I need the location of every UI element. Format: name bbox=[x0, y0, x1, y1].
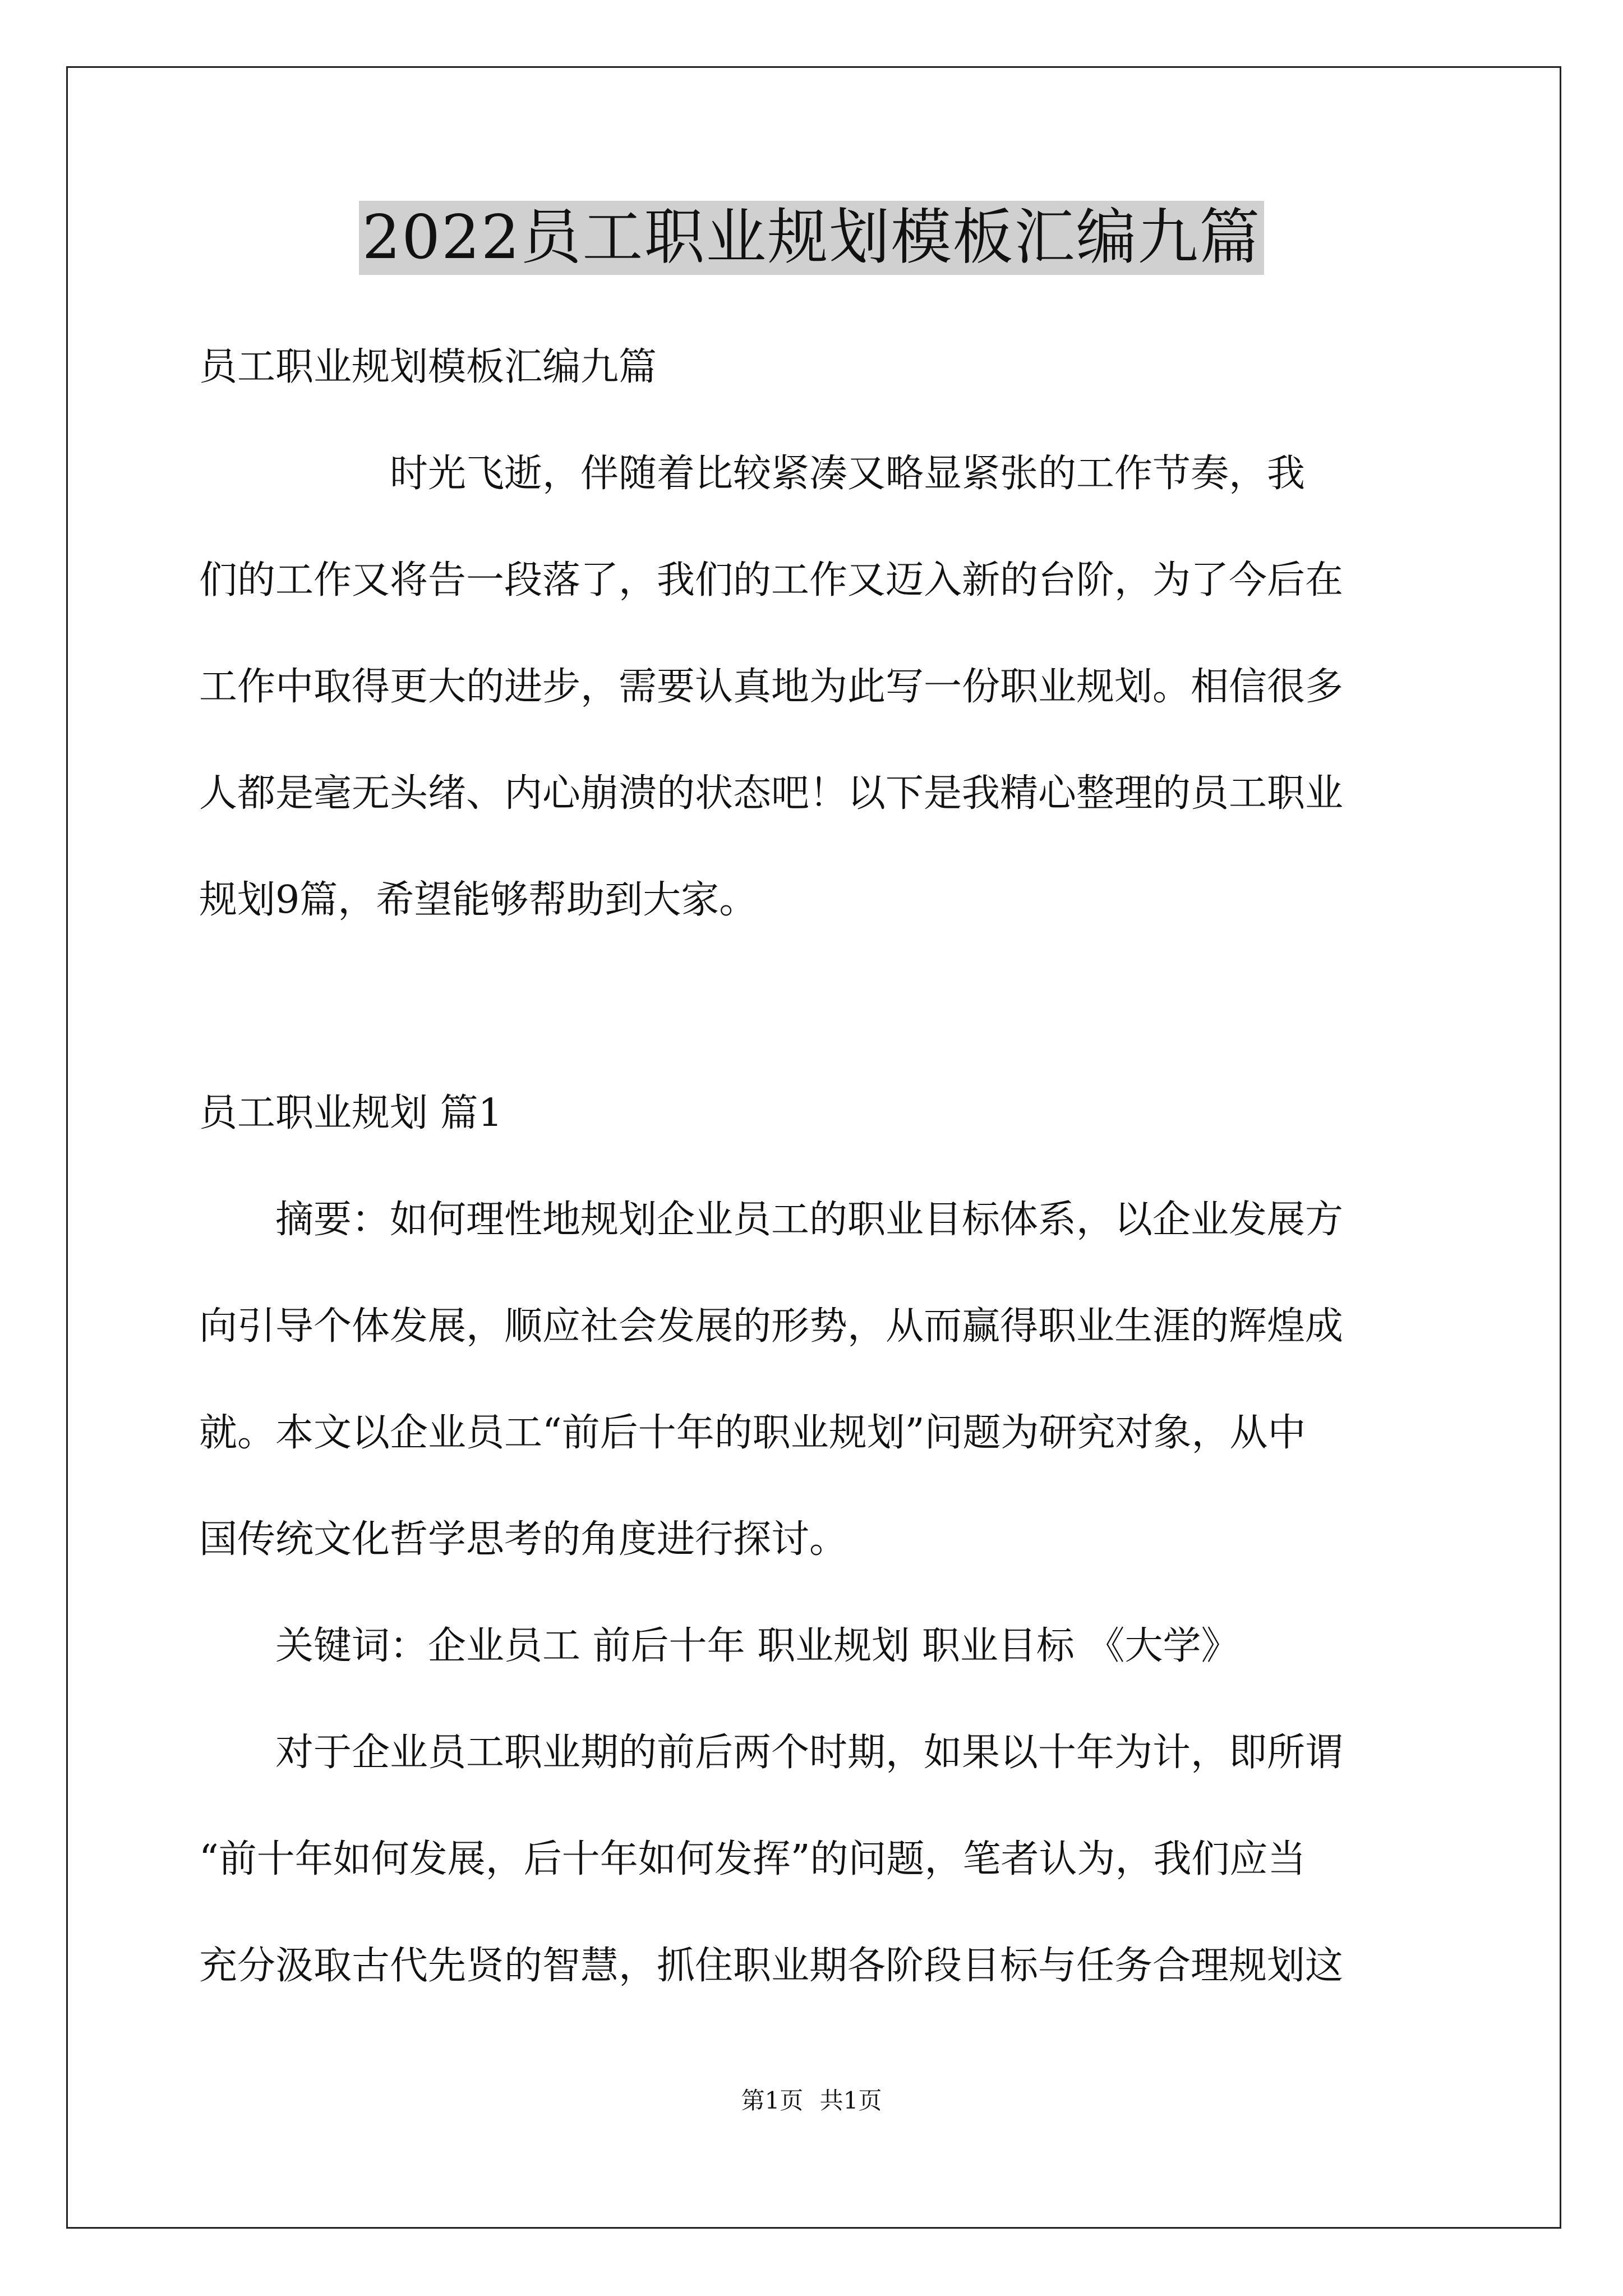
abstract-line: 国传统文化哲学思考的角度进行探讨。 bbox=[199, 1517, 848, 1562]
page-total: 共1页 bbox=[819, 2087, 882, 2114]
title-container bbox=[0, 201, 1623, 275]
body-line: 对于企业员工职业期的前后两个时期，如果以十年为计，即所谓 bbox=[199, 1731, 1344, 1775]
subtitle-line: 员工职业规划模板汇编九篇 bbox=[199, 345, 657, 389]
intro-line: 们的工作又将告一段落了，我们的工作又迈入新的台阶，为了今后在 bbox=[199, 558, 1344, 602]
document-body bbox=[199, 314, 1433, 2019]
blank-line bbox=[199, 954, 1433, 1060]
page-number: 第1页 bbox=[741, 2087, 804, 2114]
abstract-line: 向引导个体发展，顺应社会发展的形势，从而赢得职业生涯的辉煌成 bbox=[199, 1304, 1344, 1349]
intro-line: 人都是毫无头绪、内心崩溃的状态吧！以下是我精心整理的员工职业 bbox=[199, 771, 1344, 816]
document-title: 2022员工职业规划模板汇编九篇 bbox=[359, 201, 1265, 275]
body-line: 充分汲取古代先贤的智慧，抓住职业期各阶段目标与任务合理规划这 bbox=[199, 1944, 1344, 1988]
section-heading: 员工职业规划 篇1 bbox=[199, 1091, 502, 1135]
keywords-line: 关键词：企业员工 前后十年 职业规划 职业目标 《大学》 bbox=[199, 1624, 1239, 1668]
intro-line: 工作中取得更大的进步，需要认真地为此写一份职业规划。相信很多 bbox=[199, 665, 1344, 709]
body-line: “前十年如何发展，后十年如何发挥”的问题，笔者认为，我们应当 bbox=[199, 1837, 1306, 1881]
abstract-line: 就。本文以企业员工“前后十年的职业规划”问题为研究对象，从中 bbox=[199, 1411, 1306, 1455]
abstract-line: 摘要：如何理性地规划企业员工的职业目标体系，以企业发展方 bbox=[199, 1198, 1344, 1242]
page-footer bbox=[0, 2084, 1623, 2118]
intro-line: 时光飞逝，伴随着比较紧凑又略显紧张的工作节奏，我 bbox=[199, 452, 1306, 496]
intro-line: 规划9篇，希望能够帮助到大家。 bbox=[199, 878, 758, 922]
